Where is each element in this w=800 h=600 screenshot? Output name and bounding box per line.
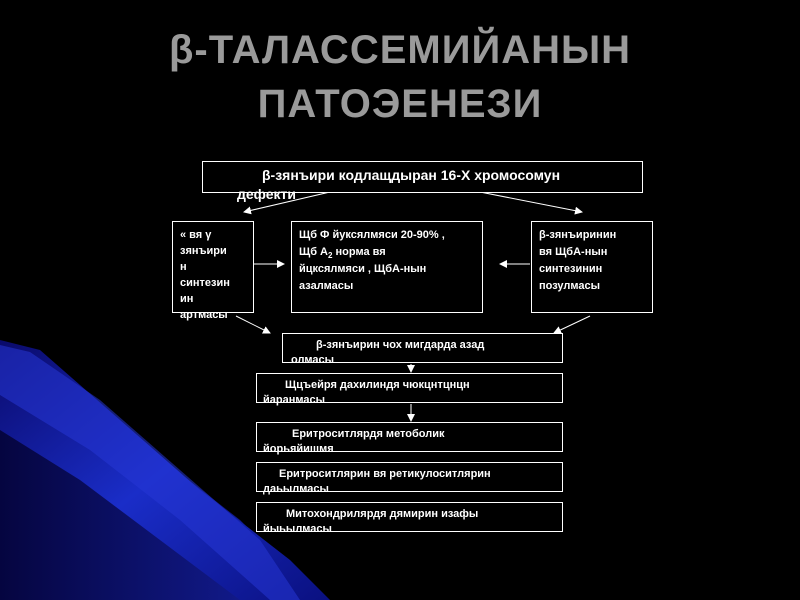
chain-box-2-line-1: Щцъейря дахилиндя чюкцнтцнцн bbox=[285, 379, 470, 391]
chain-box-5-line-2: йыьылмасы bbox=[263, 523, 332, 535]
page-title-line-1: β-ТАЛАССЕМИЙАНЫН bbox=[168, 28, 632, 72]
chain-box-2-line-2: йаранмасы bbox=[263, 394, 325, 406]
arrow-left-to-chain bbox=[236, 316, 270, 333]
left-box-line-1: « вя γ bbox=[180, 229, 212, 241]
middle-box-line-1: Щб Ф йуксялмяси 20-90% , bbox=[299, 229, 445, 241]
right-box-line-3: синтезинин bbox=[539, 263, 603, 275]
middle-box-line-2-subscript: 2 bbox=[328, 251, 333, 261]
right-box-line-1: β-зянъиринин bbox=[539, 229, 617, 241]
top-box-line-2: дефекти bbox=[237, 186, 296, 202]
right-box-line-2: вя ЩбА-нын bbox=[539, 246, 608, 258]
chain-box-3-line-2: йорьяйишмя bbox=[263, 443, 334, 455]
middle-box-line-2 bbox=[299, 246, 386, 260]
chain-box-1-line-1: β-зянъирин чох мигдарда азад bbox=[316, 339, 485, 351]
top-box-line-1: β-зянъири кодлащдыран 16-Х хромосомун bbox=[262, 167, 561, 183]
chain-box-3-line-1: Еритроситлярдя метоболик bbox=[292, 428, 445, 440]
chain-box-4-line-1: Еритроситлярин вя ретикулоситлярин bbox=[279, 468, 491, 480]
left-box-line-4: синтезин bbox=[180, 277, 230, 289]
left-box-line-5: ин bbox=[180, 293, 194, 305]
middle-box-line-2-suffix: норма вя bbox=[332, 246, 386, 258]
arrow-right-to-chain bbox=[554, 316, 590, 333]
middle-box-line-3: йцксялмяси , ЩбА-нын bbox=[299, 263, 427, 275]
left-box-line-2: зянъири bbox=[180, 245, 227, 257]
arrow-top-to-right bbox=[480, 192, 582, 212]
chain-box-1-line-2: олмасы bbox=[291, 354, 335, 366]
middle-box-line-4: азалмасы bbox=[299, 280, 354, 292]
chain-box-4-line-2: даьылмасы bbox=[263, 483, 329, 495]
chain-box-5-line-1: Митохондрилярдя дямирин изафы bbox=[286, 508, 479, 520]
right-box-line-4: позулмасы bbox=[539, 280, 600, 292]
middle-box-line-2-prefix: Щб А bbox=[299, 246, 329, 258]
page-title-line-2: ПАТОЭЕНЕЗИ bbox=[257, 82, 543, 126]
left-box-line-6: артмасы bbox=[180, 309, 228, 321]
left-box-line-3: н bbox=[180, 261, 187, 273]
